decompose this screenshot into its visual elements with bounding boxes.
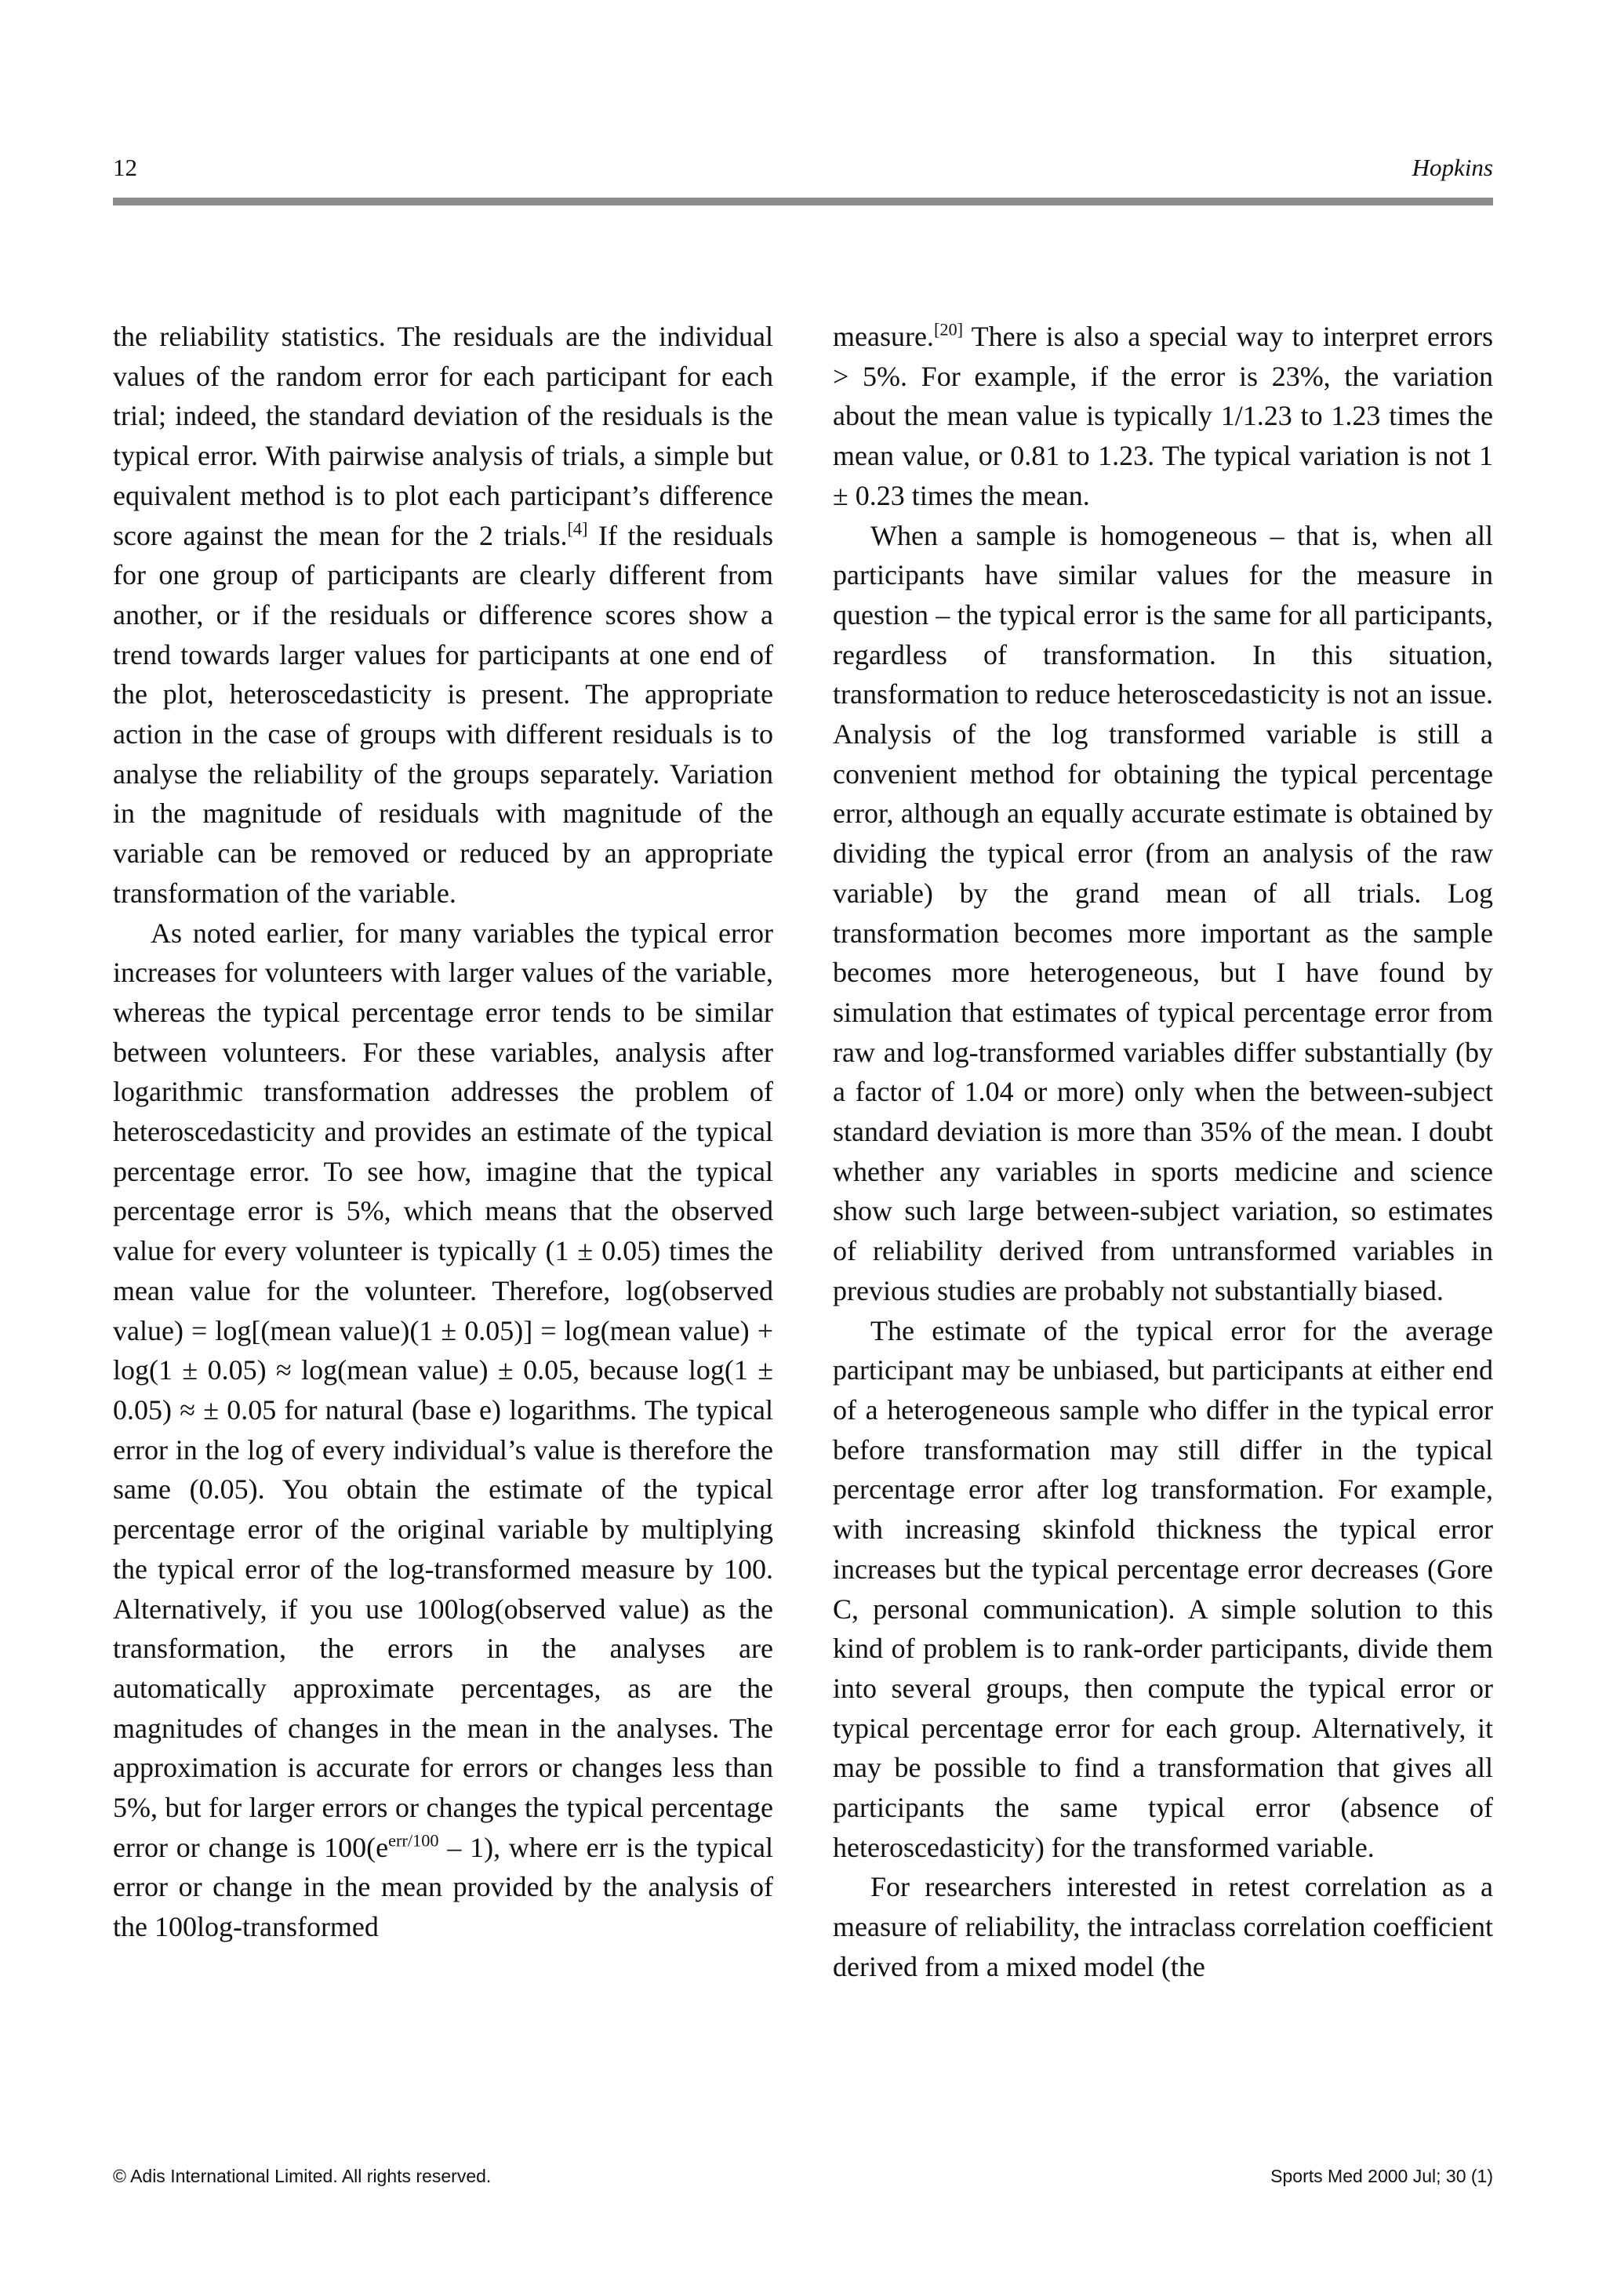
running-head-author: Hopkins [1412, 154, 1493, 181]
right-column [833, 317, 1493, 1987]
paragraph-text: There is also a special way to interpret errors > 5%. For example, if the error is 23%, the variation about the mean value is typically 1/1.23 to 1.23 times the mean value, or 0.81 to 1.23. The typical variation is not 1 ± 0.23 times the mean. [833, 321, 1493, 511]
paragraph: For researchers interested in retest correlation as a measure of reliability, the intraclass correlation coefficient derived from a mixed model (the [833, 1871, 1493, 1982]
copyright-notice: © Adis International Limited. All rights reserved. [113, 2166, 492, 2186]
citation-ref: [20] [933, 319, 964, 340]
left-column [113, 317, 773, 1947]
paragraph: When a sample is homogeneous – that is, when all participants have similar values for the measure in question – the typical error is the same for all participants, regardless of transformation. In this situation, transformation to reduce heteroscedasticity is not an issue. Analysis of the log transformed variable is still a convenient method for obtaining the typical percentage error, although an equally accurate estimate is obtained by dividing the typical error (from an analysis of the raw variable) by the grand mean of all trials. Log transformation becomes more important as the sample becomes more heterogeneous, but I have found by simulation that estimates of typical percentage error from raw and log-transformed variables differ substantially (by a factor of 1.04 or more) only when the between-subject standard deviation is more than 35% of the mean. I doubt whether any variables in sports medicine and science show such large between-subject variation, so estimates of reliability derived from untransformed variables in previous studies are probably not substantially biased. [833, 519, 1493, 1306]
paragraph: The estimate of the typical error for the average participant may be unbiased, but participants at either end of a heterogeneous sample who differ in the typical error before transformation may still differ in the typical percentage error after log transformation. For example, with increasing skinfold thickness the typical error increases but the typical percentage error decreases (Gore C, personal communication). A simple solution to this kind of problem is to rank-order participants, divide them into several groups, then compute the typical error or typical percentage error for each group. Alternatively, it may be possible to find a transformation that gives all participants the same typical error (absence of heteroscedasticity) for the transformed variable. [833, 1314, 1493, 1863]
page-number: 12 [113, 154, 137, 181]
paragraph-text: the reliability statistics. The residuals are the individual values of the random error for each participant for each trial; indeed, the standard deviation of the residuals is the typical error. With pairwise analysis of trials, a simple but equivalent method is to plot each participant’s difference score against the mean for the 2 trials. [113, 321, 773, 551]
citation-ref: [4] [567, 518, 588, 539]
paragraph-text: measure. [833, 321, 934, 352]
paragraph-text: If the residuals for one group of participants are clearly different from another, or if the residuals or difference scores show a trend towards larger values for participants at one end of the plot, heteroscedasticity is present. The appropriate action in the case of groups with different residuals is to analyse the reliability of the groups separately. Variation in the magnitude of residuals with magnitude of the variable can be removed or reduced by an appropriate transformation of the variable. [113, 519, 773, 909]
header-rule [113, 198, 1493, 205]
exponent: err/100 [388, 1830, 439, 1851]
paragraph-text: As noted earlier, for many variables the typical error increases for volunteers with larger values of the variable, whereas the typical percentage error tends to be similar between volunteers. For these variables, analysis after logarithmic transformation addresses the problem of heteroscedasticity and provides an estimate of the typical percentage error. To see how, imagine that the typical percentage error is 5%, which means that the observed value for every volunteer is typically (1 ± 0.05) times the mean value for the volunteer. Therefore, log(observed value) = log[(mean value)(1 ± 0.05)] = log(mean value) + log(1 ± 0.05) ≈ log(mean value) ± 0.05, because log(1 ± 0.05) ≈ ± 0.05 for natural (base e) logarithms. The typical error in the log of every individual’s value is therefore the same (0.05). You obtain the estimate of the typical percentage error of the original variable by multiplying the typical error of the log-transformed measure by 100. Alternatively, if you use 100log(observed value) as the transformation, the errors in the analyses are automatically approximate percentages, as are the magnitudes of changes in the mean in the analyses. The approximation is accurate for errors or changes less than 5%, but for larger errors or changes the typical percentage error or change is 100(e [113, 917, 773, 1863]
paragraph-text: – 1), where err is the typical error or change in the mean provided by the analysis of the 100log-transformed [113, 1831, 773, 1943]
journal-citation: Sports Med 2000 Jul; 30 (1) [1270, 2166, 1493, 2186]
paragraph [113, 914, 773, 1947]
paragraph [833, 317, 1493, 516]
paragraph [113, 317, 773, 914]
